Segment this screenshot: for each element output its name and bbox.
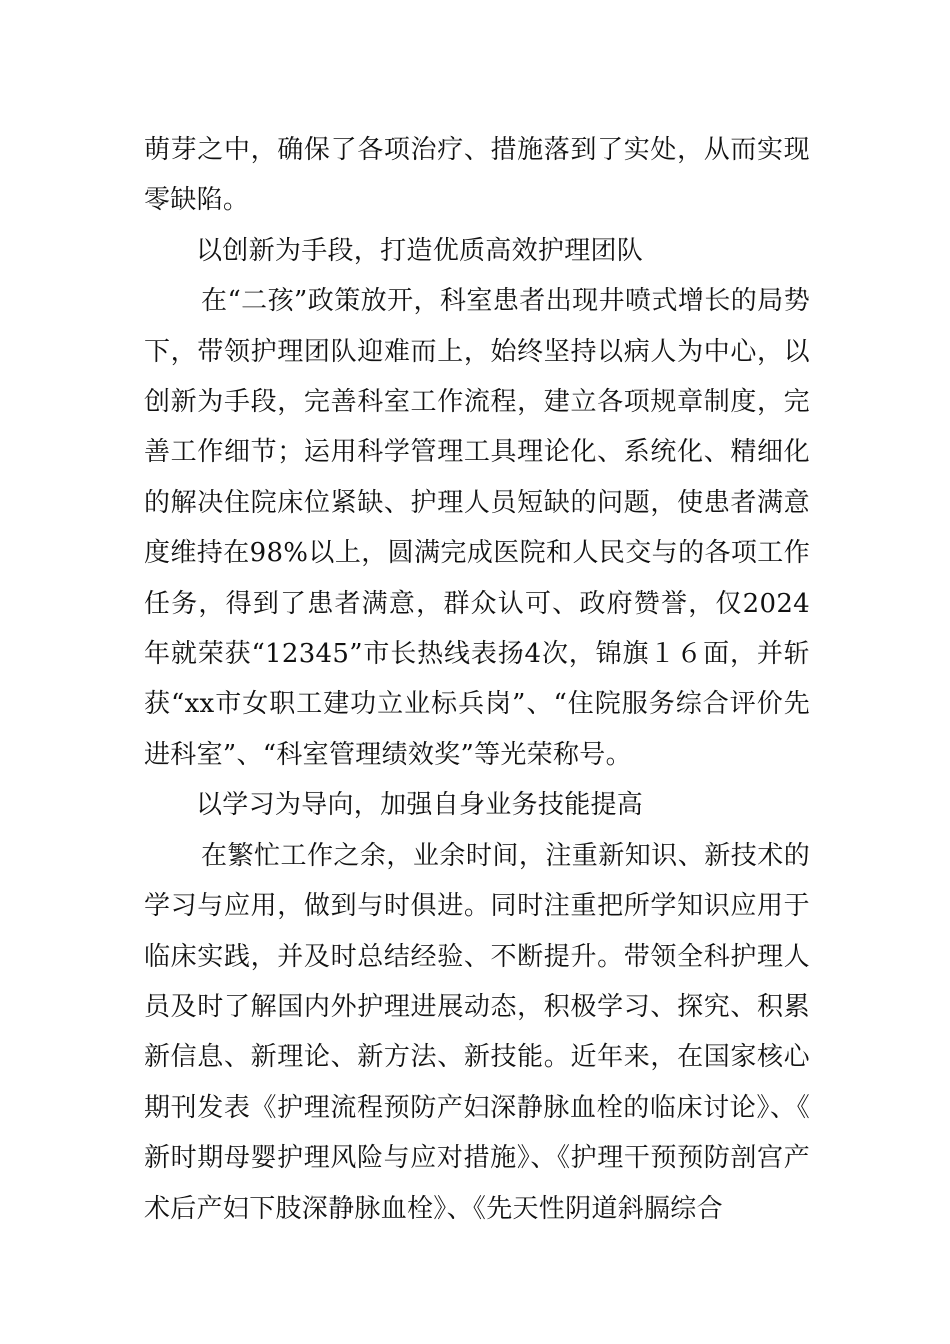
section-heading-learning: 以学习为导向，加强自身业务技能提高 — [196, 790, 644, 821]
paragraph-innovation: 在“二孩”政策放开，科室患者出现井喷式增长的局势下，带领护理团队迎难而上，始终坚持以病人为中心，以创新为手段，完善科室工作流程，建立各项规章制度，完善工作细节；运用科学管理工具理论化、系统化、精细化的解决住院床位紧缺、护理人员短缺的问题，使患者满意度维持在98%以上，圆满完成医院和人民交与的各项工作任务，得到了患者满意，群众认可、政府赞誉，仅2024年就荣获“12345”市长热线表扬4次，锦旗１６面，并斩获“xx市女职工建功立业标兵岗”、“住院服务综合评价先进科室”、“科室管理绩效奖”等光荣称号。 — [144, 286, 810, 770]
paragraph-learning: 在繁忙工作之余，业余时间，注重新知识、新技术的学习与应用，做到与时俱进。同时注重把所学知识应用于临床实践，并及时总结经验、不断提升。带领全科护理人员及时了解国内外护理进展动态，积极学习、探究、积累新信息、新理论、新方法、新技能。近年来，在国家核心期刊发表《护理流程预防产妇深静脉血栓的临床讨论》、《新时期母婴护理风险与应对措施》、《护理干预预防剖宫产术后产妇下肢深静脉血栓》、《先天性阴道斜膈综合 — [144, 840, 810, 1224]
document-body — [144, 125, 810, 1234]
paragraph-continuation: 萌芽之中，确保了各项治疗、措施落到了实处，从而实现零缺陷。 — [144, 135, 810, 216]
section-heading-innovation: 以创新为手段，打造优质高效护理团队 — [196, 235, 644, 266]
